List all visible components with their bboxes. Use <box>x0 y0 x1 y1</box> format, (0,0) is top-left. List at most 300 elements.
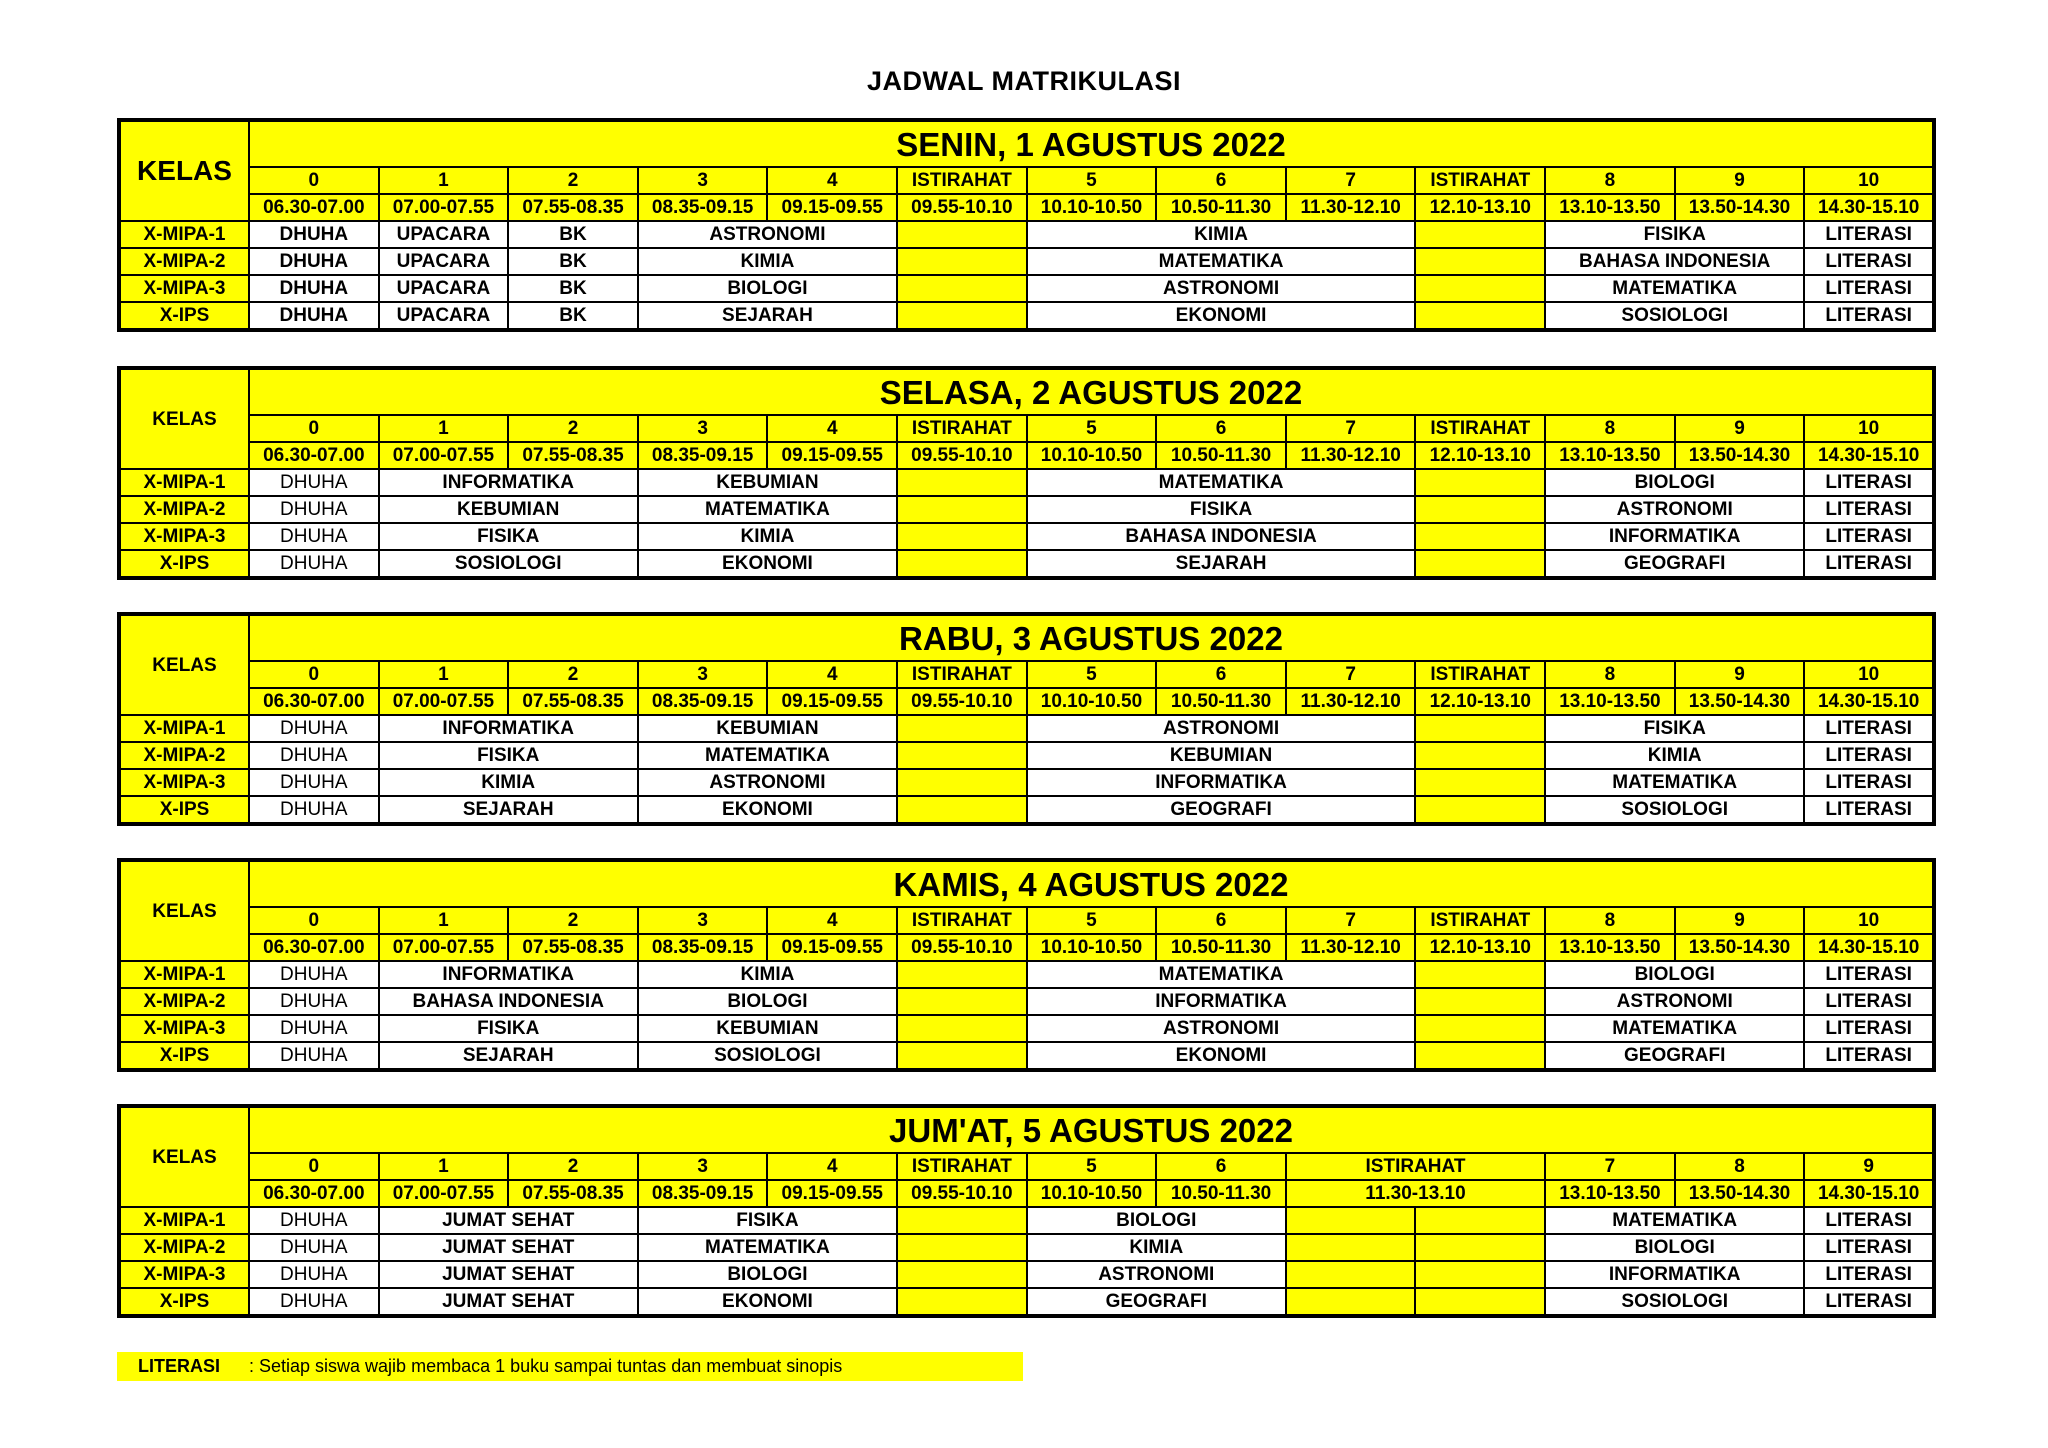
slot-header: 9 <box>1675 907 1805 934</box>
lesson-cell: JUMAT SEHAT <box>379 1207 638 1234</box>
break-cell <box>1415 550 1545 578</box>
time-header: 07.00-07.55 <box>379 934 509 961</box>
break-cell <box>1415 1288 1545 1316</box>
lesson-cell: FISIKA <box>638 1207 897 1234</box>
lesson-cell: LITERASI <box>1804 248 1934 275</box>
table-row <box>119 1234 1934 1261</box>
time-header: 07.55-08.35 <box>508 1180 638 1207</box>
lesson-cell: JUMAT SEHAT <box>379 1261 638 1288</box>
lesson-cell: KEBUMIAN <box>638 1015 897 1042</box>
slot-header: 1 <box>379 907 509 934</box>
lesson-cell: LITERASI <box>1804 275 1934 302</box>
day-title: SELASA, 2 AGUSTUS 2022 <box>249 368 1934 415</box>
time-header: 13.50-14.30 <box>1675 934 1805 961</box>
table-row <box>119 275 1934 302</box>
class-name: X-MIPA-3 <box>119 1261 249 1288</box>
slot-header-break: ISTIRAHAT <box>1286 1153 1545 1180</box>
lesson-cell: MATEMATIKA <box>1027 248 1416 275</box>
time-header: 07.00-07.55 <box>379 194 509 221</box>
time-header: 09.15-09.55 <box>767 442 897 469</box>
break-cell <box>1415 988 1545 1015</box>
time-header: 09.55-10.10 <box>897 1180 1027 1207</box>
time-header: 09.55-10.10 <box>897 442 1027 469</box>
lesson-cell: DHUHA <box>249 523 379 550</box>
lesson-cell: LITERASI <box>1804 1015 1934 1042</box>
lesson-cell: DHUHA <box>249 302 379 330</box>
table-row <box>119 1042 1934 1070</box>
slot-header: 5 <box>1027 415 1157 442</box>
break-cell <box>897 1234 1027 1261</box>
time-header: 10.50-11.30 <box>1156 688 1286 715</box>
lesson-cell: BIOLOGI <box>638 988 897 1015</box>
slot-header: 5 <box>1027 167 1157 194</box>
lesson-cell: FISIKA <box>1545 221 1804 248</box>
class-name: X-MIPA-3 <box>119 275 249 302</box>
time-header: 06.30-07.00 <box>249 1180 379 1207</box>
slot-header: 4 <box>767 167 897 194</box>
day-title: JUM'AT, 5 AGUSTUS 2022 <box>249 1106 1934 1153</box>
slot-header: 7 <box>1286 661 1416 688</box>
break-cell <box>897 550 1027 578</box>
lesson-cell: KEBUMIAN <box>638 715 897 742</box>
lesson-cell: UPACARA <box>379 221 509 248</box>
break-cell <box>1415 769 1545 796</box>
lesson-cell: LITERASI <box>1804 302 1934 330</box>
schedule-table-selasa <box>117 366 1936 580</box>
slot-header: 6 <box>1156 661 1286 688</box>
lesson-cell: LITERASI <box>1804 523 1934 550</box>
break-cell <box>897 988 1027 1015</box>
lesson-cell: DHUHA <box>249 1015 379 1042</box>
day-title: KAMIS, 4 AGUSTUS 2022 <box>249 860 1934 907</box>
slot-header: 6 <box>1156 1153 1286 1180</box>
slot-header: 6 <box>1156 907 1286 934</box>
slot-header: 9 <box>1675 415 1805 442</box>
lesson-cell: MATEMATIKA <box>638 496 897 523</box>
break-cell <box>1415 469 1545 496</box>
time-header: 08.35-09.15 <box>638 1180 768 1207</box>
time-header: 09.55-10.10 <box>897 194 1027 221</box>
lesson-cell: DHUHA <box>249 275 379 302</box>
slot-header: 8 <box>1545 907 1675 934</box>
time-header: 13.10-13.50 <box>1545 1180 1675 1207</box>
time-header: 13.50-14.30 <box>1675 1180 1805 1207</box>
lesson-cell: INFORMATIKA <box>379 715 638 742</box>
time-header: 06.30-07.00 <box>249 934 379 961</box>
slot-header-break: ISTIRAHAT <box>897 167 1027 194</box>
class-name: X-MIPA-2 <box>119 742 249 769</box>
lesson-cell: KIMIA <box>1027 1234 1286 1261</box>
table-row <box>119 550 1934 578</box>
lesson-cell: ASTRONOMI <box>1027 1261 1286 1288</box>
lesson-cell: INFORMATIKA <box>379 469 638 496</box>
break-cell <box>897 496 1027 523</box>
slot-header: 3 <box>638 661 768 688</box>
time-header: 12.10-13.10 <box>1415 442 1545 469</box>
lesson-cell: EKONOMI <box>638 1288 897 1316</box>
time-header: 09.15-09.55 <box>767 688 897 715</box>
lesson-cell: FISIKA <box>379 523 638 550</box>
slot-header: 7 <box>1286 907 1416 934</box>
class-name: X-MIPA-1 <box>119 1207 249 1234</box>
lesson-cell: ASTRONOMI <box>1027 715 1416 742</box>
table-row <box>119 1261 1934 1288</box>
lesson-cell: BAHASA INDONESIA <box>379 988 638 1015</box>
time-header: 10.50-11.30 <box>1156 194 1286 221</box>
lesson-cell: MATEMATIKA <box>1545 1015 1804 1042</box>
time-header: 06.30-07.00 <box>249 688 379 715</box>
break-cell <box>1415 221 1545 248</box>
slot-header-break: ISTIRAHAT <box>897 907 1027 934</box>
slot-header: 2 <box>508 907 638 934</box>
slot-header: 4 <box>767 907 897 934</box>
time-header: 14.30-15.10 <box>1804 1180 1934 1207</box>
slot-header: 4 <box>767 661 897 688</box>
slot-header-break: ISTIRAHAT <box>897 1153 1027 1180</box>
lesson-cell: FISIKA <box>1545 715 1804 742</box>
kelas-header: KELAS <box>119 1106 249 1207</box>
lesson-cell: ASTRONOMI <box>1545 988 1804 1015</box>
slot-header: 3 <box>638 167 768 194</box>
lesson-cell: SEJARAH <box>638 302 897 330</box>
slot-header: 10 <box>1804 167 1934 194</box>
time-header: 06.30-07.00 <box>249 194 379 221</box>
slot-header: 8 <box>1545 415 1675 442</box>
lesson-cell: ASTRONOMI <box>1027 1015 1416 1042</box>
class-name: X-IPS <box>119 302 249 330</box>
time-header: 06.30-07.00 <box>249 442 379 469</box>
slot-header: 8 <box>1545 661 1675 688</box>
time-header: 13.50-14.30 <box>1675 194 1805 221</box>
time-header: 10.10-10.50 <box>1027 1180 1157 1207</box>
slot-header: 1 <box>379 167 509 194</box>
time-header: 11.30-12.10 <box>1286 442 1416 469</box>
break-cell <box>1415 961 1545 988</box>
lesson-cell: INFORMATIKA <box>1545 1261 1804 1288</box>
time-header: 13.10-13.50 <box>1545 934 1675 961</box>
lesson-cell: LITERASI <box>1804 1207 1934 1234</box>
time-header: 09.55-10.10 <box>897 688 1027 715</box>
slot-header: 8 <box>1545 167 1675 194</box>
break-cell <box>897 469 1027 496</box>
slot-header: 1 <box>379 1153 509 1180</box>
lesson-cell: GEOGRAFI <box>1027 796 1416 824</box>
lesson-cell: DHUHA <box>249 769 379 796</box>
lesson-cell: SEJARAH <box>1027 550 1416 578</box>
time-header: 13.50-14.30 <box>1675 688 1805 715</box>
slot-header: 10 <box>1804 907 1934 934</box>
class-name: X-MIPA-1 <box>119 715 249 742</box>
lesson-cell: DHUHA <box>249 1288 379 1316</box>
kelas-header: KELAS <box>119 120 249 221</box>
class-name: X-IPS <box>119 1288 249 1316</box>
break-cell <box>897 302 1027 330</box>
lesson-cell: SOSIOLOGI <box>1545 1288 1804 1316</box>
lesson-cell: ASTRONOMI <box>638 221 897 248</box>
break-cell <box>1415 1207 1545 1234</box>
break-cell <box>897 769 1027 796</box>
footnote-text: : Setiap siswa wajib membaca 1 buku sampai tuntas dan membuat sinopis <box>249 1356 843 1376</box>
table-row <box>119 469 1934 496</box>
slot-header-break: ISTIRAHAT <box>1415 415 1545 442</box>
time-header: 09.15-09.55 <box>767 934 897 961</box>
lesson-cell: BIOLOGI <box>1027 1207 1286 1234</box>
time-header: 13.50-14.30 <box>1675 442 1805 469</box>
lesson-cell: LITERASI <box>1804 221 1934 248</box>
lesson-cell: FISIKA <box>379 742 638 769</box>
lesson-cell: INFORMATIKA <box>1027 769 1416 796</box>
time-header: 11.30-13.10 <box>1286 1180 1545 1207</box>
slot-header: 3 <box>638 1153 768 1180</box>
slot-header: 9 <box>1675 661 1805 688</box>
table-row <box>119 769 1934 796</box>
slot-header: 5 <box>1027 661 1157 688</box>
schedule-table-senin <box>117 118 1936 332</box>
slot-header: 10 <box>1804 661 1934 688</box>
slot-header-break: ISTIRAHAT <box>1415 907 1545 934</box>
time-header: 12.10-13.10 <box>1415 934 1545 961</box>
class-name: X-MIPA-3 <box>119 769 249 796</box>
time-header: 08.35-09.15 <box>638 442 768 469</box>
break-cell <box>897 248 1027 275</box>
lesson-cell: INFORMATIKA <box>379 961 638 988</box>
break-cell <box>1286 1261 1416 1288</box>
slot-header: 3 <box>638 415 768 442</box>
lesson-cell: INFORMATIKA <box>1027 988 1416 1015</box>
lesson-cell: SOSIOLOGI <box>638 1042 897 1070</box>
lesson-cell: SEJARAH <box>379 1042 638 1070</box>
slot-header: 4 <box>767 1153 897 1180</box>
break-cell <box>1415 1234 1545 1261</box>
footnote <box>117 1352 1023 1381</box>
lesson-cell: BAHASA INDONESIA <box>1545 248 1804 275</box>
lesson-cell: GEOGRAFI <box>1545 550 1804 578</box>
slot-header: 0 <box>249 907 379 934</box>
lesson-cell: EKONOMI <box>638 796 897 824</box>
lesson-cell: EKONOMI <box>638 550 897 578</box>
time-header: 10.10-10.50 <box>1027 442 1157 469</box>
lesson-cell: BK <box>508 302 638 330</box>
time-header: 07.55-08.35 <box>508 442 638 469</box>
break-cell <box>1415 275 1545 302</box>
break-cell <box>897 1015 1027 1042</box>
lesson-cell: BK <box>508 221 638 248</box>
class-name: X-IPS <box>119 1042 249 1070</box>
table-row <box>119 221 1934 248</box>
lesson-cell: KIMIA <box>1545 742 1804 769</box>
lesson-cell: KIMIA <box>1027 221 1416 248</box>
lesson-cell: ASTRONOMI <box>1545 496 1804 523</box>
lesson-cell: DHUHA <box>249 742 379 769</box>
break-cell <box>897 715 1027 742</box>
class-name: X-MIPA-3 <box>119 1015 249 1042</box>
table-row <box>119 1015 1934 1042</box>
table-row <box>119 523 1934 550</box>
break-cell <box>897 221 1027 248</box>
slot-header: 0 <box>249 661 379 688</box>
table-row <box>119 961 1934 988</box>
slot-header-break: ISTIRAHAT <box>1415 661 1545 688</box>
break-cell <box>1286 1207 1416 1234</box>
break-cell <box>1415 796 1545 824</box>
time-header: 11.30-12.10 <box>1286 934 1416 961</box>
lesson-cell: UPACARA <box>379 302 509 330</box>
lesson-cell: DHUHA <box>249 1234 379 1261</box>
lesson-cell: DHUHA <box>249 1207 379 1234</box>
lesson-cell: KIMIA <box>638 523 897 550</box>
slot-header: 7 <box>1545 1153 1675 1180</box>
lesson-cell: ASTRONOMI <box>1027 275 1416 302</box>
time-header: 08.35-09.15 <box>638 688 768 715</box>
time-header: 14.30-15.10 <box>1804 934 1934 961</box>
lesson-cell: LITERASI <box>1804 961 1934 988</box>
break-cell <box>897 1042 1027 1070</box>
lesson-cell: BK <box>508 248 638 275</box>
kelas-header: KELAS <box>119 860 249 961</box>
slot-header: 9 <box>1675 167 1805 194</box>
lesson-cell: SEJARAH <box>379 796 638 824</box>
time-header: 12.10-13.10 <box>1415 194 1545 221</box>
lesson-cell: MATEMATIKA <box>1027 469 1416 496</box>
lesson-cell: GEOGRAFI <box>1545 1042 1804 1070</box>
lesson-cell: LITERASI <box>1804 1234 1934 1261</box>
lesson-cell: LITERASI <box>1804 796 1934 824</box>
lesson-cell: KEBUMIAN <box>638 469 897 496</box>
lesson-cell: JUMAT SEHAT <box>379 1234 638 1261</box>
table-row <box>119 1288 1934 1316</box>
break-cell <box>1286 1234 1416 1261</box>
lesson-cell: DHUHA <box>249 550 379 578</box>
break-cell <box>897 1288 1027 1316</box>
lesson-cell: LITERASI <box>1804 1288 1934 1316</box>
lesson-cell: UPACARA <box>379 248 509 275</box>
time-header: 12.10-13.10 <box>1415 688 1545 715</box>
table-row <box>119 715 1934 742</box>
footnote-label: LITERASI <box>137 1356 220 1376</box>
lesson-cell: KEBUMIAN <box>1027 742 1416 769</box>
lesson-cell: EKONOMI <box>1027 1042 1416 1070</box>
break-cell <box>1415 1042 1545 1070</box>
time-header: 07.00-07.55 <box>379 688 509 715</box>
break-cell <box>897 961 1027 988</box>
lesson-cell: BIOLOGI <box>638 1261 897 1288</box>
lesson-cell: LITERASI <box>1804 988 1934 1015</box>
break-cell <box>1415 248 1545 275</box>
page-title: JADWAL MATRIKULASI <box>867 66 1181 96</box>
slot-header: 2 <box>508 661 638 688</box>
time-header: 09.15-09.55 <box>767 194 897 221</box>
class-name: X-MIPA-2 <box>119 496 249 523</box>
schedule-table-jumat <box>117 1104 1936 1318</box>
lesson-cell: GEOGRAFI <box>1027 1288 1286 1316</box>
slot-header: 7 <box>1286 415 1416 442</box>
day-title: SENIN, 1 AGUSTUS 2022 <box>249 120 1934 167</box>
time-header: 07.00-07.55 <box>379 1180 509 1207</box>
slot-header-break: ISTIRAHAT <box>897 415 1027 442</box>
slot-header: 0 <box>249 167 379 194</box>
time-header: 10.10-10.50 <box>1027 688 1157 715</box>
lesson-cell: UPACARA <box>379 275 509 302</box>
lesson-cell: BIOLOGI <box>1545 1234 1804 1261</box>
class-name: X-MIPA-1 <box>119 469 249 496</box>
slot-header: 8 <box>1675 1153 1805 1180</box>
time-header: 10.50-11.30 <box>1156 442 1286 469</box>
lesson-cell: MATEMATIKA <box>638 1234 897 1261</box>
lesson-cell: DHUHA <box>249 248 379 275</box>
break-cell <box>1415 523 1545 550</box>
time-header: 11.30-12.10 <box>1286 688 1416 715</box>
kelas-header: KELAS <box>119 368 249 469</box>
lesson-cell: DHUHA <box>249 1261 379 1288</box>
class-name: X-IPS <box>119 550 249 578</box>
lesson-cell: EKONOMI <box>1027 302 1416 330</box>
lesson-cell: DHUHA <box>249 715 379 742</box>
lesson-cell: DHUHA <box>249 796 379 824</box>
slot-header: 0 <box>249 1153 379 1180</box>
lesson-cell: LITERASI <box>1804 769 1934 796</box>
lesson-cell: DHUHA <box>249 988 379 1015</box>
break-cell <box>897 275 1027 302</box>
lesson-cell: KIMIA <box>638 961 897 988</box>
break-cell <box>1415 496 1545 523</box>
time-header: 07.00-07.55 <box>379 442 509 469</box>
slot-header: 6 <box>1156 415 1286 442</box>
class-name: X-MIPA-1 <box>119 961 249 988</box>
break-cell <box>1415 1261 1545 1288</box>
break-cell <box>897 1261 1027 1288</box>
slot-header: 1 <box>379 661 509 688</box>
time-header: 07.55-08.35 <box>508 194 638 221</box>
break-cell <box>1415 1015 1545 1042</box>
time-header: 09.15-09.55 <box>767 1180 897 1207</box>
time-header: 07.55-08.35 <box>508 688 638 715</box>
lesson-cell: KIMIA <box>638 248 897 275</box>
lesson-cell: ASTRONOMI <box>638 769 897 796</box>
break-cell <box>1286 1288 1416 1316</box>
time-header: 08.35-09.15 <box>638 934 768 961</box>
time-header: 10.10-10.50 <box>1027 934 1157 961</box>
lesson-cell: SOSIOLOGI <box>1545 302 1804 330</box>
slot-header: 1 <box>379 415 509 442</box>
class-name: X-MIPA-1 <box>119 221 249 248</box>
slot-header: 3 <box>638 907 768 934</box>
time-header: 09.55-10.10 <box>897 934 1027 961</box>
lesson-cell: BK <box>508 275 638 302</box>
class-name: X-MIPA-2 <box>119 248 249 275</box>
lesson-cell: LITERASI <box>1804 1042 1934 1070</box>
break-cell <box>1415 742 1545 769</box>
slot-header: 7 <box>1286 167 1416 194</box>
lesson-cell: INFORMATIKA <box>1545 523 1804 550</box>
lesson-cell: JUMAT SEHAT <box>379 1288 638 1316</box>
schedule-table-kamis <box>117 858 1936 1072</box>
slot-header: 5 <box>1027 1153 1157 1180</box>
break-cell <box>897 523 1027 550</box>
lesson-cell: LITERASI <box>1804 742 1934 769</box>
lesson-cell: BIOLOGI <box>1545 469 1804 496</box>
lesson-cell: LITERASI <box>1804 1261 1934 1288</box>
lesson-cell: MATEMATIKA <box>1027 961 1416 988</box>
class-name: X-MIPA-2 <box>119 1234 249 1261</box>
lesson-cell: MATEMATIKA <box>1545 275 1804 302</box>
table-row <box>119 248 1934 275</box>
slot-header-break: ISTIRAHAT <box>1415 167 1545 194</box>
lesson-cell: LITERASI <box>1804 715 1934 742</box>
slot-header: 2 <box>508 1153 638 1180</box>
slot-header: 0 <box>249 415 379 442</box>
schedule-table-rabu <box>117 612 1936 826</box>
lesson-cell: DHUHA <box>249 221 379 248</box>
